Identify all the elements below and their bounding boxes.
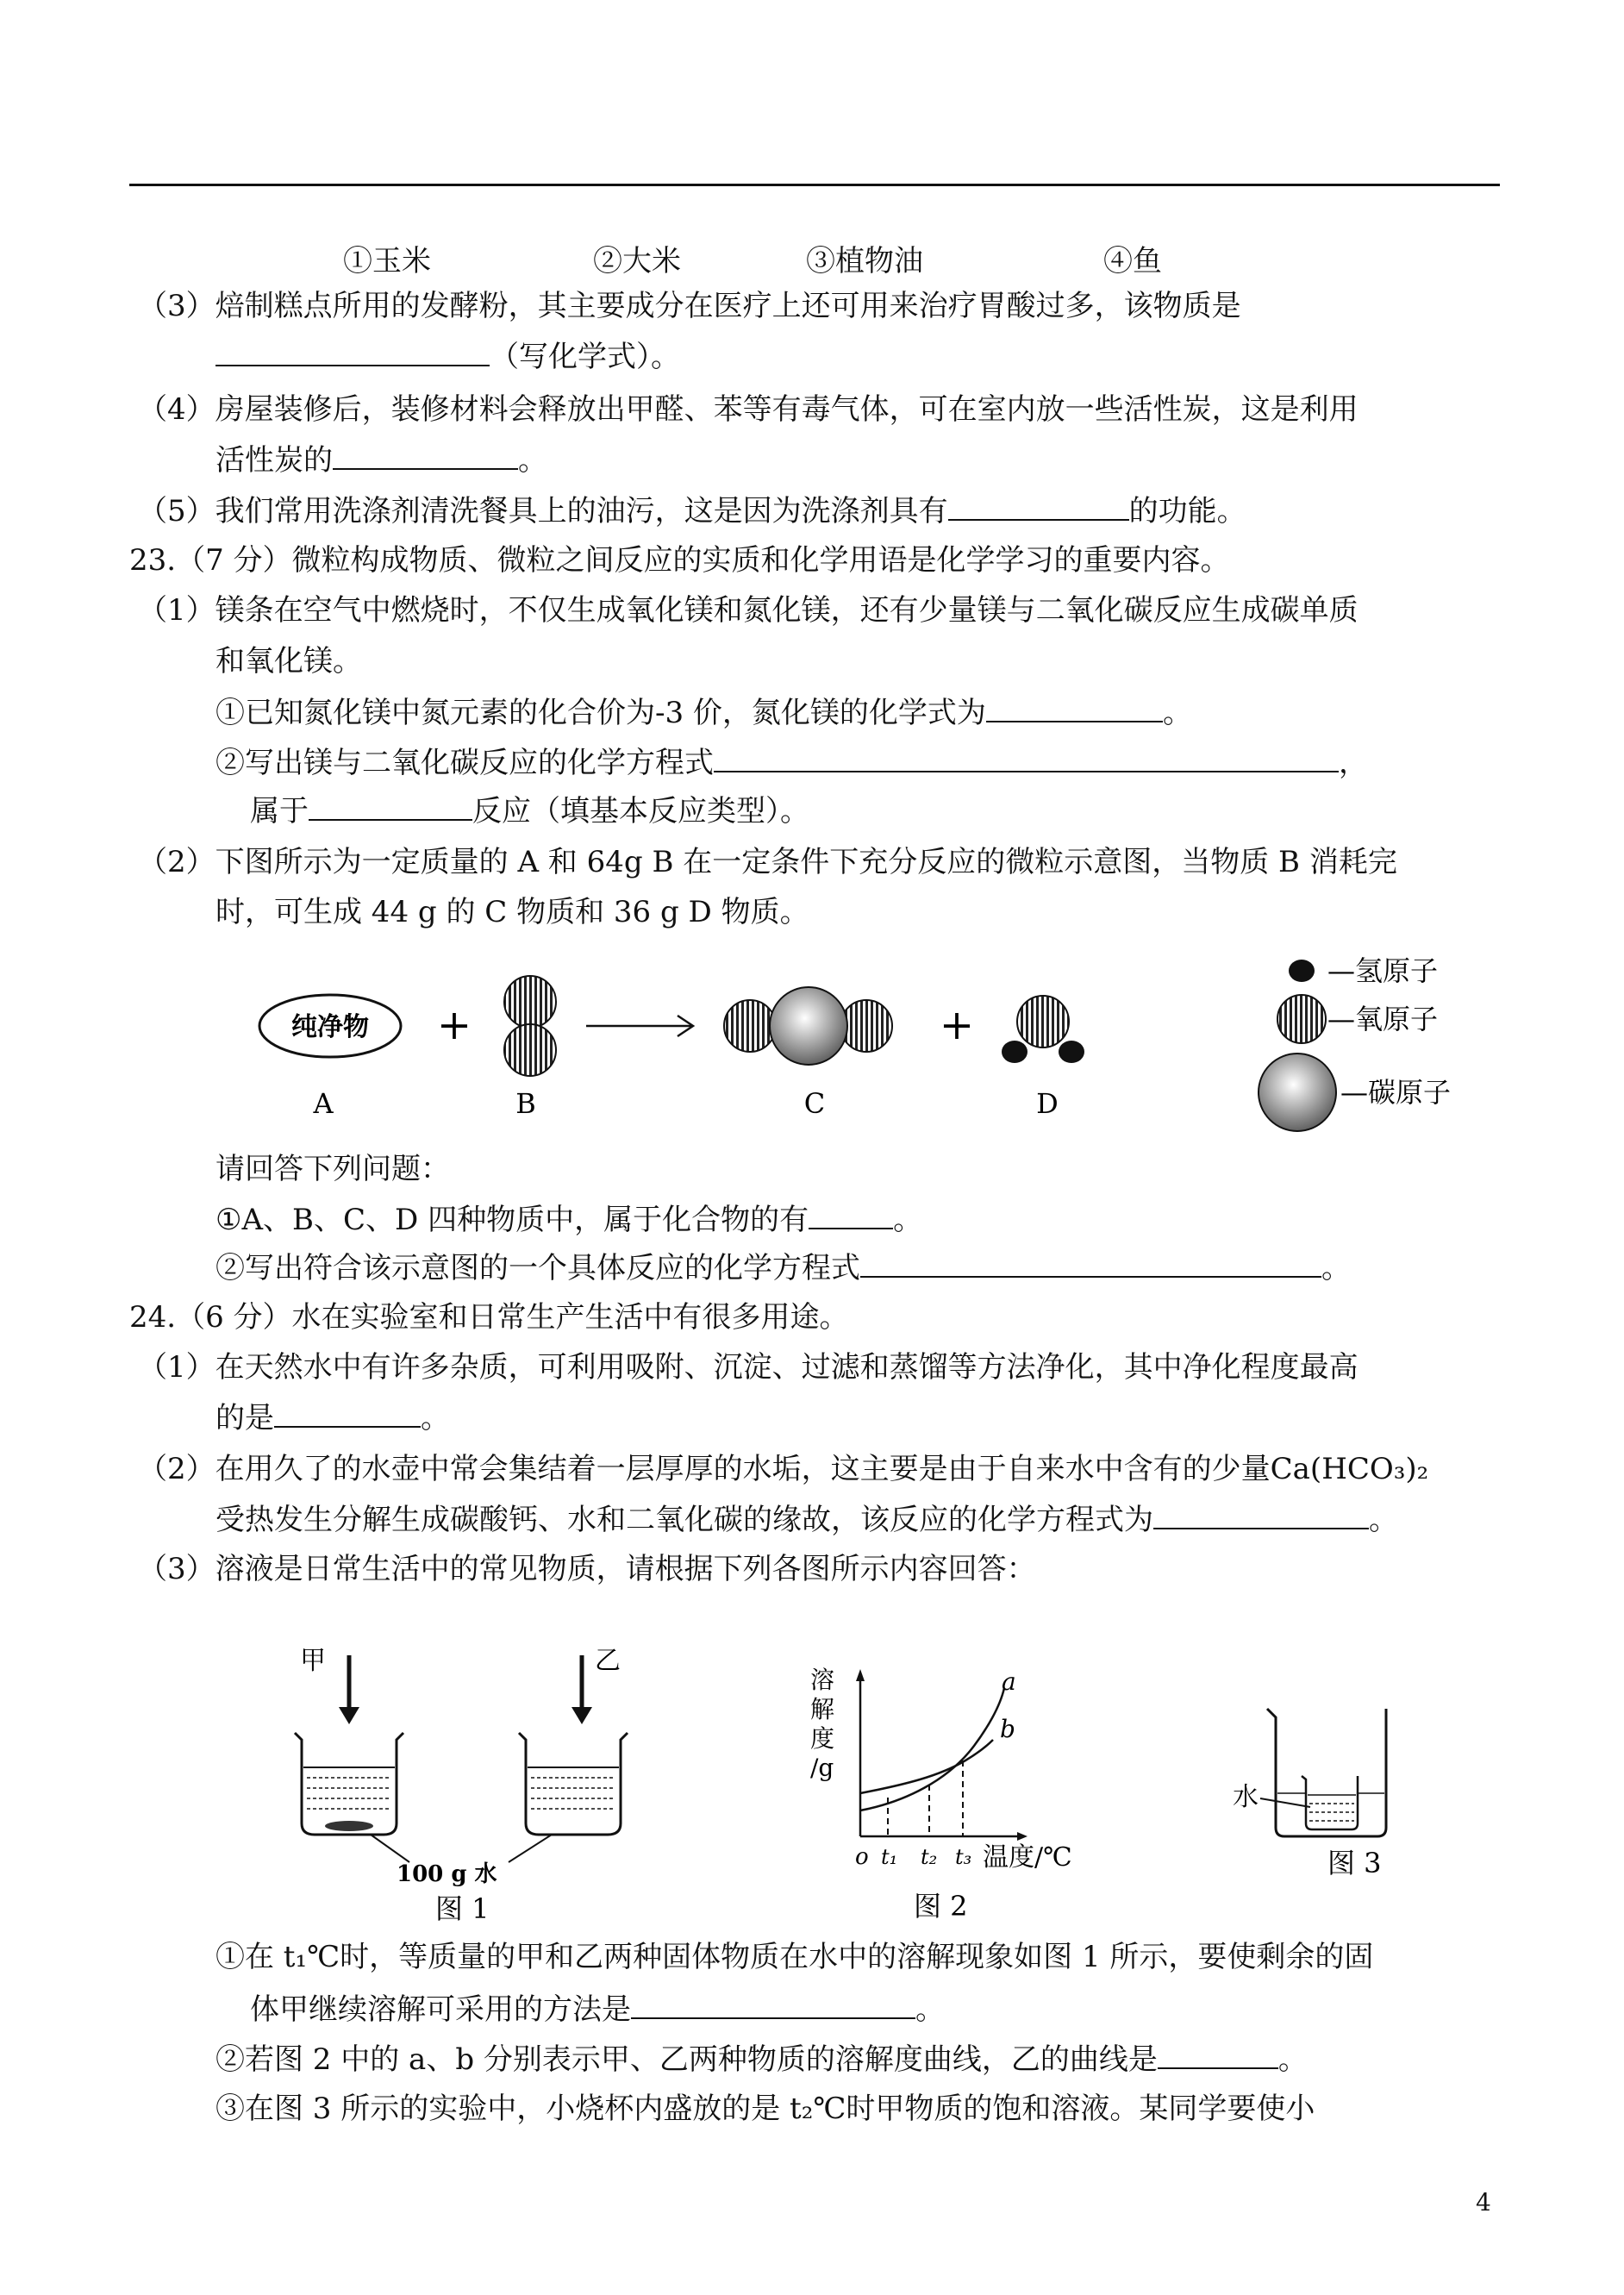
answer-blank[interactable]	[1158, 2042, 1278, 2069]
q24-p2-line1: （2）在用久了的水壶中常会集结着一层厚厚的水垢，这主要是由于自来水中含有的少量Ca(HCO₃)₂	[138, 1452, 1429, 1486]
legend-hydrogen-label: —氢原子	[1327, 954, 1439, 987]
hydrogen-atom	[1059, 1041, 1084, 1063]
q23-prompt: 请回答下列问题：	[215, 1152, 450, 1186]
answer-blank[interactable]	[215, 339, 490, 366]
q24-title: 24.（6 分）水在实验室和日常生产生活中有很多用途。	[129, 1300, 849, 1335]
option-4: ④鱼	[1103, 244, 1162, 278]
option-1: ①玉米	[343, 244, 431, 278]
tick-t2: t₂	[921, 1845, 938, 1869]
chemical-formula: Ca(HCO₃)₂	[1270, 1452, 1429, 1486]
figure-2-solubility-graph	[810, 1664, 1121, 1940]
beaker-2	[519, 1733, 628, 1835]
q23-p2-line1: （2）下图所示为一定质量的 A 和 64g B 在一定条件下充分反应的微粒示意图，当物质 B 消耗完	[138, 845, 1397, 879]
molecule-a-label: 纯净物	[291, 1012, 369, 1042]
ylabel-char: 溶	[810, 1666, 835, 1694]
q23-p1-line2: 和氧化镁。	[215, 644, 362, 678]
figure-1-beaker-2	[509, 1638, 629, 1879]
label-b: B	[515, 1087, 536, 1120]
q24-p2-line2: 受热发生分解生成碳酸钙、水和二氧化碳的缘故，该反应的化学方程式为 。	[215, 1503, 1398, 1537]
water-label: 100 g 水	[397, 1861, 497, 1887]
oxygen-atom	[724, 1000, 776, 1052]
q23-a2: ②写出符合该示意图的一个具体反应的化学方程式 。	[215, 1251, 1351, 1285]
x-axis-label: 温度/℃	[983, 1842, 1072, 1873]
label-jia: 甲	[300, 1646, 326, 1676]
fig2-caption: 图 2	[914, 1890, 968, 1923]
q24-s3: ③在图 3 所示的实验中，小烧杯内盛放的是 t₂℃时甲物质的饱和溶液。某同学要使小	[215, 2092, 1315, 2126]
answer-blank[interactable]	[948, 493, 1129, 521]
q23-p2-line2: 时，可生成 44 g 的 C 物质和 36 g D 物质。	[215, 895, 809, 929]
label-d: D	[1036, 1087, 1059, 1120]
oxygen-atom	[504, 1024, 556, 1076]
water-label: 水	[1233, 1782, 1259, 1812]
undissolved-solid	[325, 1821, 373, 1831]
answer-blank[interactable]	[631, 1992, 915, 2019]
q24-p1-line2: 的是 。	[215, 1401, 450, 1435]
legend-oxygen-label: —氧原子	[1327, 1003, 1439, 1035]
plus-sign-1: +	[436, 1001, 472, 1049]
answer-blank[interactable]	[809, 1202, 893, 1229]
large-beaker	[1267, 1709, 1386, 1836]
fig3-caption: 图 3	[1327, 1847, 1382, 1879]
q22-p4-line2: 活性炭的 。	[215, 443, 547, 478]
header-rule	[129, 184, 1500, 186]
q23-a1: ①A、B、C、D 四种物质中，属于化合物的有 。	[215, 1203, 923, 1237]
legend-carbon-label: —碳原子	[1340, 1076, 1452, 1109]
tick-t3: t₃	[955, 1845, 972, 1869]
answer-blank[interactable]	[986, 695, 1163, 722]
q22-p3-line2: （写化学式）。	[215, 339, 680, 374]
label-c: C	[803, 1087, 826, 1120]
fig1-caption: 图 1	[435, 1892, 490, 1925]
legend-oxygen-icon	[1277, 995, 1326, 1043]
q23-p1-line1: （1）镁条在空气中燃烧时，不仅生成氧化镁和氮化镁，还有少量镁与二氧化碳反应生成碳单质	[138, 593, 1359, 628]
q24-s1-line1: ①在 t₁℃时，等质量的甲和乙两种固体物质在水中的溶解现象如图 1 所示，要使剩余的固	[215, 1940, 1374, 1974]
q23-s1: ①已知氮化镁中氮元素的化合价为-3 价，氮化镁的化学式为 。	[215, 696, 1192, 730]
q23-title: 23.（7 分）微粒构成物质、微粒之间反应的实质和化学用语是化学学习的重要内容。	[129, 543, 1230, 578]
legend-carbon-icon	[1259, 1054, 1336, 1131]
oxygen-atom	[504, 976, 556, 1028]
answer-blank[interactable]	[274, 1400, 421, 1428]
beaker-1	[295, 1733, 403, 1835]
q24-p1-line1: （1）在天然水中有许多杂质，可利用吸附、沉淀、过滤和蒸馏等方法净化，其中净化程度最高	[138, 1350, 1359, 1385]
curve-a-label: a	[1002, 1667, 1016, 1696]
carbon-atom	[770, 987, 847, 1065]
answer-blank[interactable]	[1153, 1502, 1369, 1529]
q22-p5: （5）我们常用洗涤剂清洗餐具上的油污，这是因为洗涤剂具有 的功能。	[138, 494, 1246, 528]
q24-s2: ②若图 2 中的 a、b 分别表示甲、乙两种物质的溶解度曲线，乙的曲线是 。	[215, 2042, 1308, 2077]
tick-t1: t₁	[881, 1845, 898, 1869]
q23-s3: 属于 反应（填基本反应类型）。	[250, 794, 809, 829]
origin-label: o	[855, 1844, 869, 1870]
q22-p4-line1: （4）房屋装修后，装修材料会释放出甲醛、苯等有毒气体，可在室内放一些活性炭，这是利用	[138, 392, 1359, 427]
figure-3	[1224, 1698, 1440, 1888]
q24-p3: （3）溶液是日常生活中的常见物质，请根据下列各图所示内容回答：	[138, 1552, 1036, 1586]
answer-blank[interactable]	[714, 745, 1339, 772]
answer-blank[interactable]	[333, 442, 518, 470]
q23-s2: ②写出镁与二氧化碳反应的化学方程式 ，	[215, 746, 1368, 780]
reaction-diagram	[250, 940, 1508, 1147]
label-yi: 乙	[595, 1646, 621, 1676]
hydrogen-atom	[1002, 1041, 1027, 1063]
oxygen-atom	[1017, 996, 1069, 1047]
ylabel-char: 解	[810, 1695, 835, 1723]
curve-b-label: b	[1000, 1715, 1015, 1743]
answer-blank[interactable]	[860, 1250, 1321, 1278]
option-2: ②大米	[593, 244, 681, 278]
legend-hydrogen-icon	[1289, 960, 1315, 982]
ylabel-char: 度	[810, 1724, 835, 1753]
ylabel-char: /g	[810, 1754, 834, 1782]
option-3: ③植物油	[806, 244, 923, 278]
answer-blank[interactable]	[309, 793, 472, 821]
plus-sign-2: +	[939, 1001, 975, 1049]
label-a: A	[313, 1087, 334, 1120]
page-number: 4	[1476, 2188, 1491, 2217]
q24-s1-line2: 体甲继续溶解可采用的方法是 。	[250, 1992, 945, 2027]
q22-p3-line1: （3）焙制糕点所用的发酵粉，其主要成分在医疗上还可用来治疗胃酸过多，该物质是	[138, 289, 1241, 323]
